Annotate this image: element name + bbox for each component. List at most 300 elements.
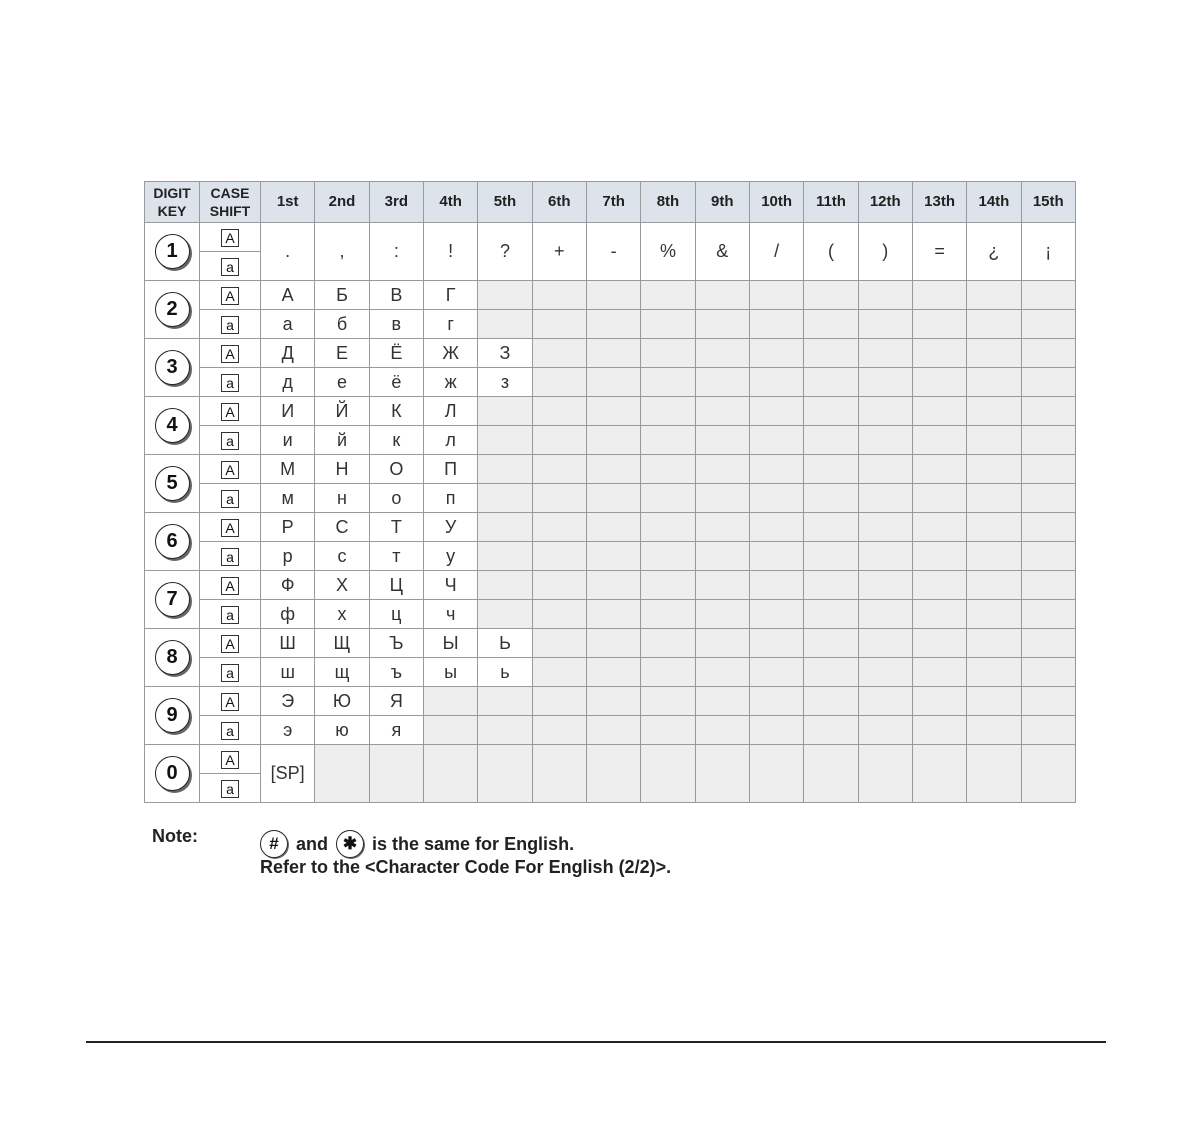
header-position: 4th (423, 182, 477, 223)
character-code-table (144, 181, 1076, 803)
char-cell (1021, 397, 1075, 426)
char-cell (804, 658, 858, 687)
char-cell: ц (369, 600, 423, 629)
char-cell (858, 571, 912, 600)
char-cell (532, 455, 586, 484)
char-cell: ф (261, 600, 315, 629)
char-cell (478, 455, 532, 484)
table-row (145, 542, 1076, 571)
lowercase-icon: a (221, 432, 239, 450)
char-cell (967, 513, 1021, 542)
char-cell (749, 571, 803, 600)
char-cell (967, 745, 1021, 803)
digit-key-icon: 9 (155, 698, 190, 733)
table-row (145, 629, 1076, 658)
char-cell: я (369, 716, 423, 745)
char-cell (695, 484, 749, 513)
char-cell (586, 571, 640, 600)
char-cell (858, 484, 912, 513)
lowercase-icon: a (221, 548, 239, 566)
char-cell (967, 397, 1021, 426)
digit-key-icon: 7 (155, 582, 190, 617)
char-cell: б (315, 310, 369, 339)
char-cell (695, 600, 749, 629)
lowercase-icon: a (221, 722, 239, 740)
char-cell (749, 455, 803, 484)
char-cell (586, 310, 640, 339)
char-cell (858, 513, 912, 542)
char-cell (532, 687, 586, 716)
char-cell (749, 716, 803, 745)
char-cell (641, 600, 695, 629)
digit-key-cell (145, 455, 200, 513)
char-cell: ) (858, 223, 912, 281)
case-shift-cell (200, 339, 261, 368)
header-digit-key: DIGIT KEY (145, 182, 200, 223)
char-cell (967, 368, 1021, 397)
char-cell (478, 687, 532, 716)
char-cell (478, 716, 532, 745)
char-cell (423, 745, 477, 803)
char-cell (478, 513, 532, 542)
uppercase-icon: A (221, 287, 239, 305)
lowercase-icon: a (221, 374, 239, 392)
char-cell: ж (423, 368, 477, 397)
char-cell (1021, 513, 1075, 542)
char-cell (586, 281, 640, 310)
char-cell (532, 658, 586, 687)
char-cell (695, 745, 749, 803)
char-cell: Н (315, 455, 369, 484)
char-cell (967, 542, 1021, 571)
char-cell (586, 716, 640, 745)
char-cell (641, 426, 695, 455)
char-cell: Л (423, 397, 477, 426)
char-cell: ¿ (967, 223, 1021, 281)
char-cell: н (315, 484, 369, 513)
char-cell (912, 687, 966, 716)
char-cell: И (261, 397, 315, 426)
lowercase-icon: a (221, 664, 239, 682)
char-cell (695, 629, 749, 658)
char-cell (912, 281, 966, 310)
char-cell (478, 571, 532, 600)
digit-key-cell (145, 629, 200, 687)
char-cell: О (369, 455, 423, 484)
header-case-shift: CASE SHIFT (200, 182, 261, 223)
char-cell (641, 281, 695, 310)
header-position: 9th (695, 182, 749, 223)
char-cell: В (369, 281, 423, 310)
uppercase-icon: A (221, 635, 239, 653)
char-cell (749, 281, 803, 310)
char-cell (858, 542, 912, 571)
char-cell: у (423, 542, 477, 571)
char-cell (695, 397, 749, 426)
header-position: 7th (586, 182, 640, 223)
header-position: 10th (749, 182, 803, 223)
header-position: 11th (804, 182, 858, 223)
digit-key-icon: 4 (155, 408, 190, 443)
char-cell (695, 658, 749, 687)
char-cell (912, 339, 966, 368)
char-cell: . (261, 223, 315, 281)
char-cell (912, 426, 966, 455)
char-cell (532, 542, 586, 571)
char-cell (858, 339, 912, 368)
char-cell (532, 629, 586, 658)
char-cell: Х (315, 571, 369, 600)
char-cell (532, 426, 586, 455)
note-label: Note: (152, 826, 198, 846)
char-cell (804, 339, 858, 368)
char-cell (912, 600, 966, 629)
char-cell (912, 513, 966, 542)
case-shift-cell (200, 223, 261, 252)
table-row (145, 455, 1076, 484)
char-cell: , (315, 223, 369, 281)
digit-key-icon: 6 (155, 524, 190, 559)
char-cell (1021, 571, 1075, 600)
char-cell (1021, 542, 1075, 571)
case-shift-cell (200, 368, 261, 397)
char-cell (858, 658, 912, 687)
char-cell: г (423, 310, 477, 339)
char-cell: К (369, 397, 423, 426)
char-cell (695, 571, 749, 600)
digit-key-cell (145, 745, 200, 803)
note-line-2: Refer to the <Character Code For English (2/2)>. (260, 857, 672, 877)
char-cell: ш (261, 658, 315, 687)
char-cell (858, 745, 912, 803)
char-cell (695, 368, 749, 397)
char-cell (532, 397, 586, 426)
char-cell (532, 339, 586, 368)
char-cell (804, 426, 858, 455)
char-cell (858, 687, 912, 716)
char-cell (912, 629, 966, 658)
char-cell: т (369, 542, 423, 571)
table-row (145, 600, 1076, 629)
case-shift-cell (200, 687, 261, 716)
char-cell (695, 281, 749, 310)
char-cell (641, 310, 695, 339)
case-shift-cell (200, 745, 261, 774)
char-cell (478, 281, 532, 310)
char-cell: С (315, 513, 369, 542)
char-cell: Ё (369, 339, 423, 368)
char-cell: % (641, 223, 695, 281)
char-cell (749, 745, 803, 803)
char-cell (858, 426, 912, 455)
char-cell: д (261, 368, 315, 397)
case-shift-cell (200, 426, 261, 455)
char-cell: х (315, 600, 369, 629)
star-key-icon: ✱ (336, 830, 364, 858)
char-cell (749, 687, 803, 716)
char-cell (695, 339, 749, 368)
char-cell (695, 687, 749, 716)
digit-key-icon: 3 (155, 350, 190, 385)
case-shift-cell (200, 281, 261, 310)
case-shift-cell (200, 600, 261, 629)
header-position: 15th (1021, 182, 1075, 223)
char-cell (641, 658, 695, 687)
char-cell: Ш (261, 629, 315, 658)
note-line-1 (260, 830, 574, 858)
char-cell (641, 484, 695, 513)
uppercase-icon: A (221, 519, 239, 537)
case-shift-cell (200, 513, 261, 542)
char-cell: Ф (261, 571, 315, 600)
char-cell: и (261, 426, 315, 455)
uppercase-icon: A (221, 461, 239, 479)
digit-key-icon: 1 (155, 234, 190, 269)
char-cell (804, 687, 858, 716)
char-cell (1021, 629, 1075, 658)
char-cell: Й (315, 397, 369, 426)
char-cell: ¡ (1021, 223, 1075, 281)
case-shift-cell (200, 658, 261, 687)
table-row (145, 571, 1076, 600)
char-cell: й (315, 426, 369, 455)
char-cell (967, 687, 1021, 716)
char-cell (749, 397, 803, 426)
char-cell: Ы (423, 629, 477, 658)
char-cell (532, 571, 586, 600)
char-cell: ч (423, 600, 477, 629)
char-cell: р (261, 542, 315, 571)
char-cell (804, 310, 858, 339)
char-cell: Р (261, 513, 315, 542)
char-cell (1021, 310, 1075, 339)
char-cell (695, 310, 749, 339)
header-position: 13th (912, 182, 966, 223)
char-cell (532, 513, 586, 542)
char-cell: Я (369, 687, 423, 716)
char-cell (695, 455, 749, 484)
char-cell (695, 542, 749, 571)
char-cell (478, 600, 532, 629)
char-cell (641, 368, 695, 397)
char-cell: + (532, 223, 586, 281)
char-cell (858, 629, 912, 658)
digit-key-icon: 8 (155, 640, 190, 675)
char-cell (804, 600, 858, 629)
char-cell: : (369, 223, 423, 281)
footer-divider (86, 1041, 1106, 1043)
table-header-row (145, 182, 1076, 223)
char-cell (912, 571, 966, 600)
table-row (145, 426, 1076, 455)
char-cell (1021, 339, 1075, 368)
header-position: 3rd (369, 182, 423, 223)
uppercase-icon: A (221, 229, 239, 247)
char-cell (1021, 455, 1075, 484)
char-cell (749, 629, 803, 658)
char-cell (967, 600, 1021, 629)
char-cell (1021, 745, 1075, 803)
char-cell: л (423, 426, 477, 455)
char-cell (804, 513, 858, 542)
table-row (145, 397, 1076, 426)
char-cell: ! (423, 223, 477, 281)
case-shift-cell (200, 716, 261, 745)
table-row (145, 281, 1076, 310)
char-cell (912, 484, 966, 513)
char-cell (1021, 600, 1075, 629)
table-row (145, 368, 1076, 397)
char-cell (641, 629, 695, 658)
char-cell (641, 513, 695, 542)
char-cell (912, 658, 966, 687)
char-cell (532, 368, 586, 397)
char-cell: А (261, 281, 315, 310)
char-cell (478, 426, 532, 455)
char-cell (749, 600, 803, 629)
header-position: 8th (641, 182, 695, 223)
char-cell: Щ (315, 629, 369, 658)
char-cell (858, 310, 912, 339)
char-cell (967, 310, 1021, 339)
char-cell (586, 542, 640, 571)
char-cell (315, 745, 369, 803)
case-shift-cell (200, 542, 261, 571)
char-cell: с (315, 542, 369, 571)
table-row (145, 223, 1076, 252)
char-cell (641, 571, 695, 600)
char-cell (1021, 368, 1075, 397)
char-cell: П (423, 455, 477, 484)
char-cell (749, 542, 803, 571)
char-cell (967, 484, 1021, 513)
char-cell (804, 542, 858, 571)
char-cell: Ч (423, 571, 477, 600)
case-shift-cell (200, 629, 261, 658)
char-cell (586, 600, 640, 629)
uppercase-icon: A (221, 577, 239, 595)
char-cell (912, 368, 966, 397)
char-cell: е (315, 368, 369, 397)
digit-key-cell (145, 223, 200, 281)
char-cell: ь (478, 658, 532, 687)
char-cell (532, 600, 586, 629)
char-cell (586, 513, 640, 542)
char-cell (967, 629, 1021, 658)
char-cell (478, 484, 532, 513)
char-cell (1021, 716, 1075, 745)
char-cell (858, 455, 912, 484)
case-shift-cell (200, 252, 261, 281)
char-cell (858, 368, 912, 397)
char-cell (967, 716, 1021, 745)
char-cell (478, 310, 532, 339)
char-cell (804, 368, 858, 397)
char-cell (586, 455, 640, 484)
hash-key-icon: # (260, 830, 288, 858)
char-cell: м (261, 484, 315, 513)
char-cell (749, 484, 803, 513)
note-line1-text: is the same for English. (372, 833, 575, 854)
char-cell (369, 745, 423, 803)
digit-key-cell (145, 687, 200, 745)
table-row (145, 484, 1076, 513)
lowercase-icon: a (221, 258, 239, 276)
char-cell (586, 629, 640, 658)
lowercase-icon: a (221, 490, 239, 508)
char-cell (586, 687, 640, 716)
case-shift-cell (200, 455, 261, 484)
char-cell (1021, 426, 1075, 455)
char-cell (912, 397, 966, 426)
char-cell: У (423, 513, 477, 542)
char-cell (478, 745, 532, 803)
uppercase-icon: A (221, 693, 239, 711)
char-cell (478, 542, 532, 571)
lowercase-icon: a (221, 780, 239, 798)
digit-key-icon: 2 (155, 292, 190, 327)
char-cell (532, 745, 586, 803)
header-position: 5th (478, 182, 532, 223)
char-cell (967, 281, 1021, 310)
table-row (145, 658, 1076, 687)
table-row (145, 310, 1076, 339)
digit-key-cell (145, 339, 200, 397)
char-cell (1021, 687, 1075, 716)
char-cell (641, 687, 695, 716)
char-cell: ? (478, 223, 532, 281)
header-position: 1st (261, 182, 315, 223)
char-cell (749, 339, 803, 368)
char-cell (641, 397, 695, 426)
table-row (145, 745, 1076, 774)
char-cell: М (261, 455, 315, 484)
char-cell (641, 339, 695, 368)
uppercase-icon: A (221, 403, 239, 421)
case-shift-cell (200, 397, 261, 426)
char-cell (749, 368, 803, 397)
char-cell: Э (261, 687, 315, 716)
char-cell: & (695, 223, 749, 281)
case-shift-cell (200, 310, 261, 339)
char-cell (967, 455, 1021, 484)
char-cell (804, 629, 858, 658)
char-cell (641, 745, 695, 803)
char-cell: о (369, 484, 423, 513)
uppercase-icon: A (221, 751, 239, 769)
char-cell (967, 658, 1021, 687)
char-cell (695, 716, 749, 745)
char-cell: ю (315, 716, 369, 745)
digit-key-cell (145, 281, 200, 339)
case-shift-cell (200, 571, 261, 600)
char-cell (804, 571, 858, 600)
char-cell (804, 281, 858, 310)
char-cell: щ (315, 658, 369, 687)
header-position: 14th (967, 182, 1021, 223)
digit-key-cell (145, 571, 200, 629)
char-cell (858, 600, 912, 629)
header-position: 6th (532, 182, 586, 223)
char-cell (749, 658, 803, 687)
char-cell: Т (369, 513, 423, 542)
char-cell: к (369, 426, 423, 455)
char-cell (532, 281, 586, 310)
char-cell (1021, 484, 1075, 513)
digit-key-icon: 0 (155, 756, 190, 791)
char-cell: в (369, 310, 423, 339)
char-cell: Ю (315, 687, 369, 716)
